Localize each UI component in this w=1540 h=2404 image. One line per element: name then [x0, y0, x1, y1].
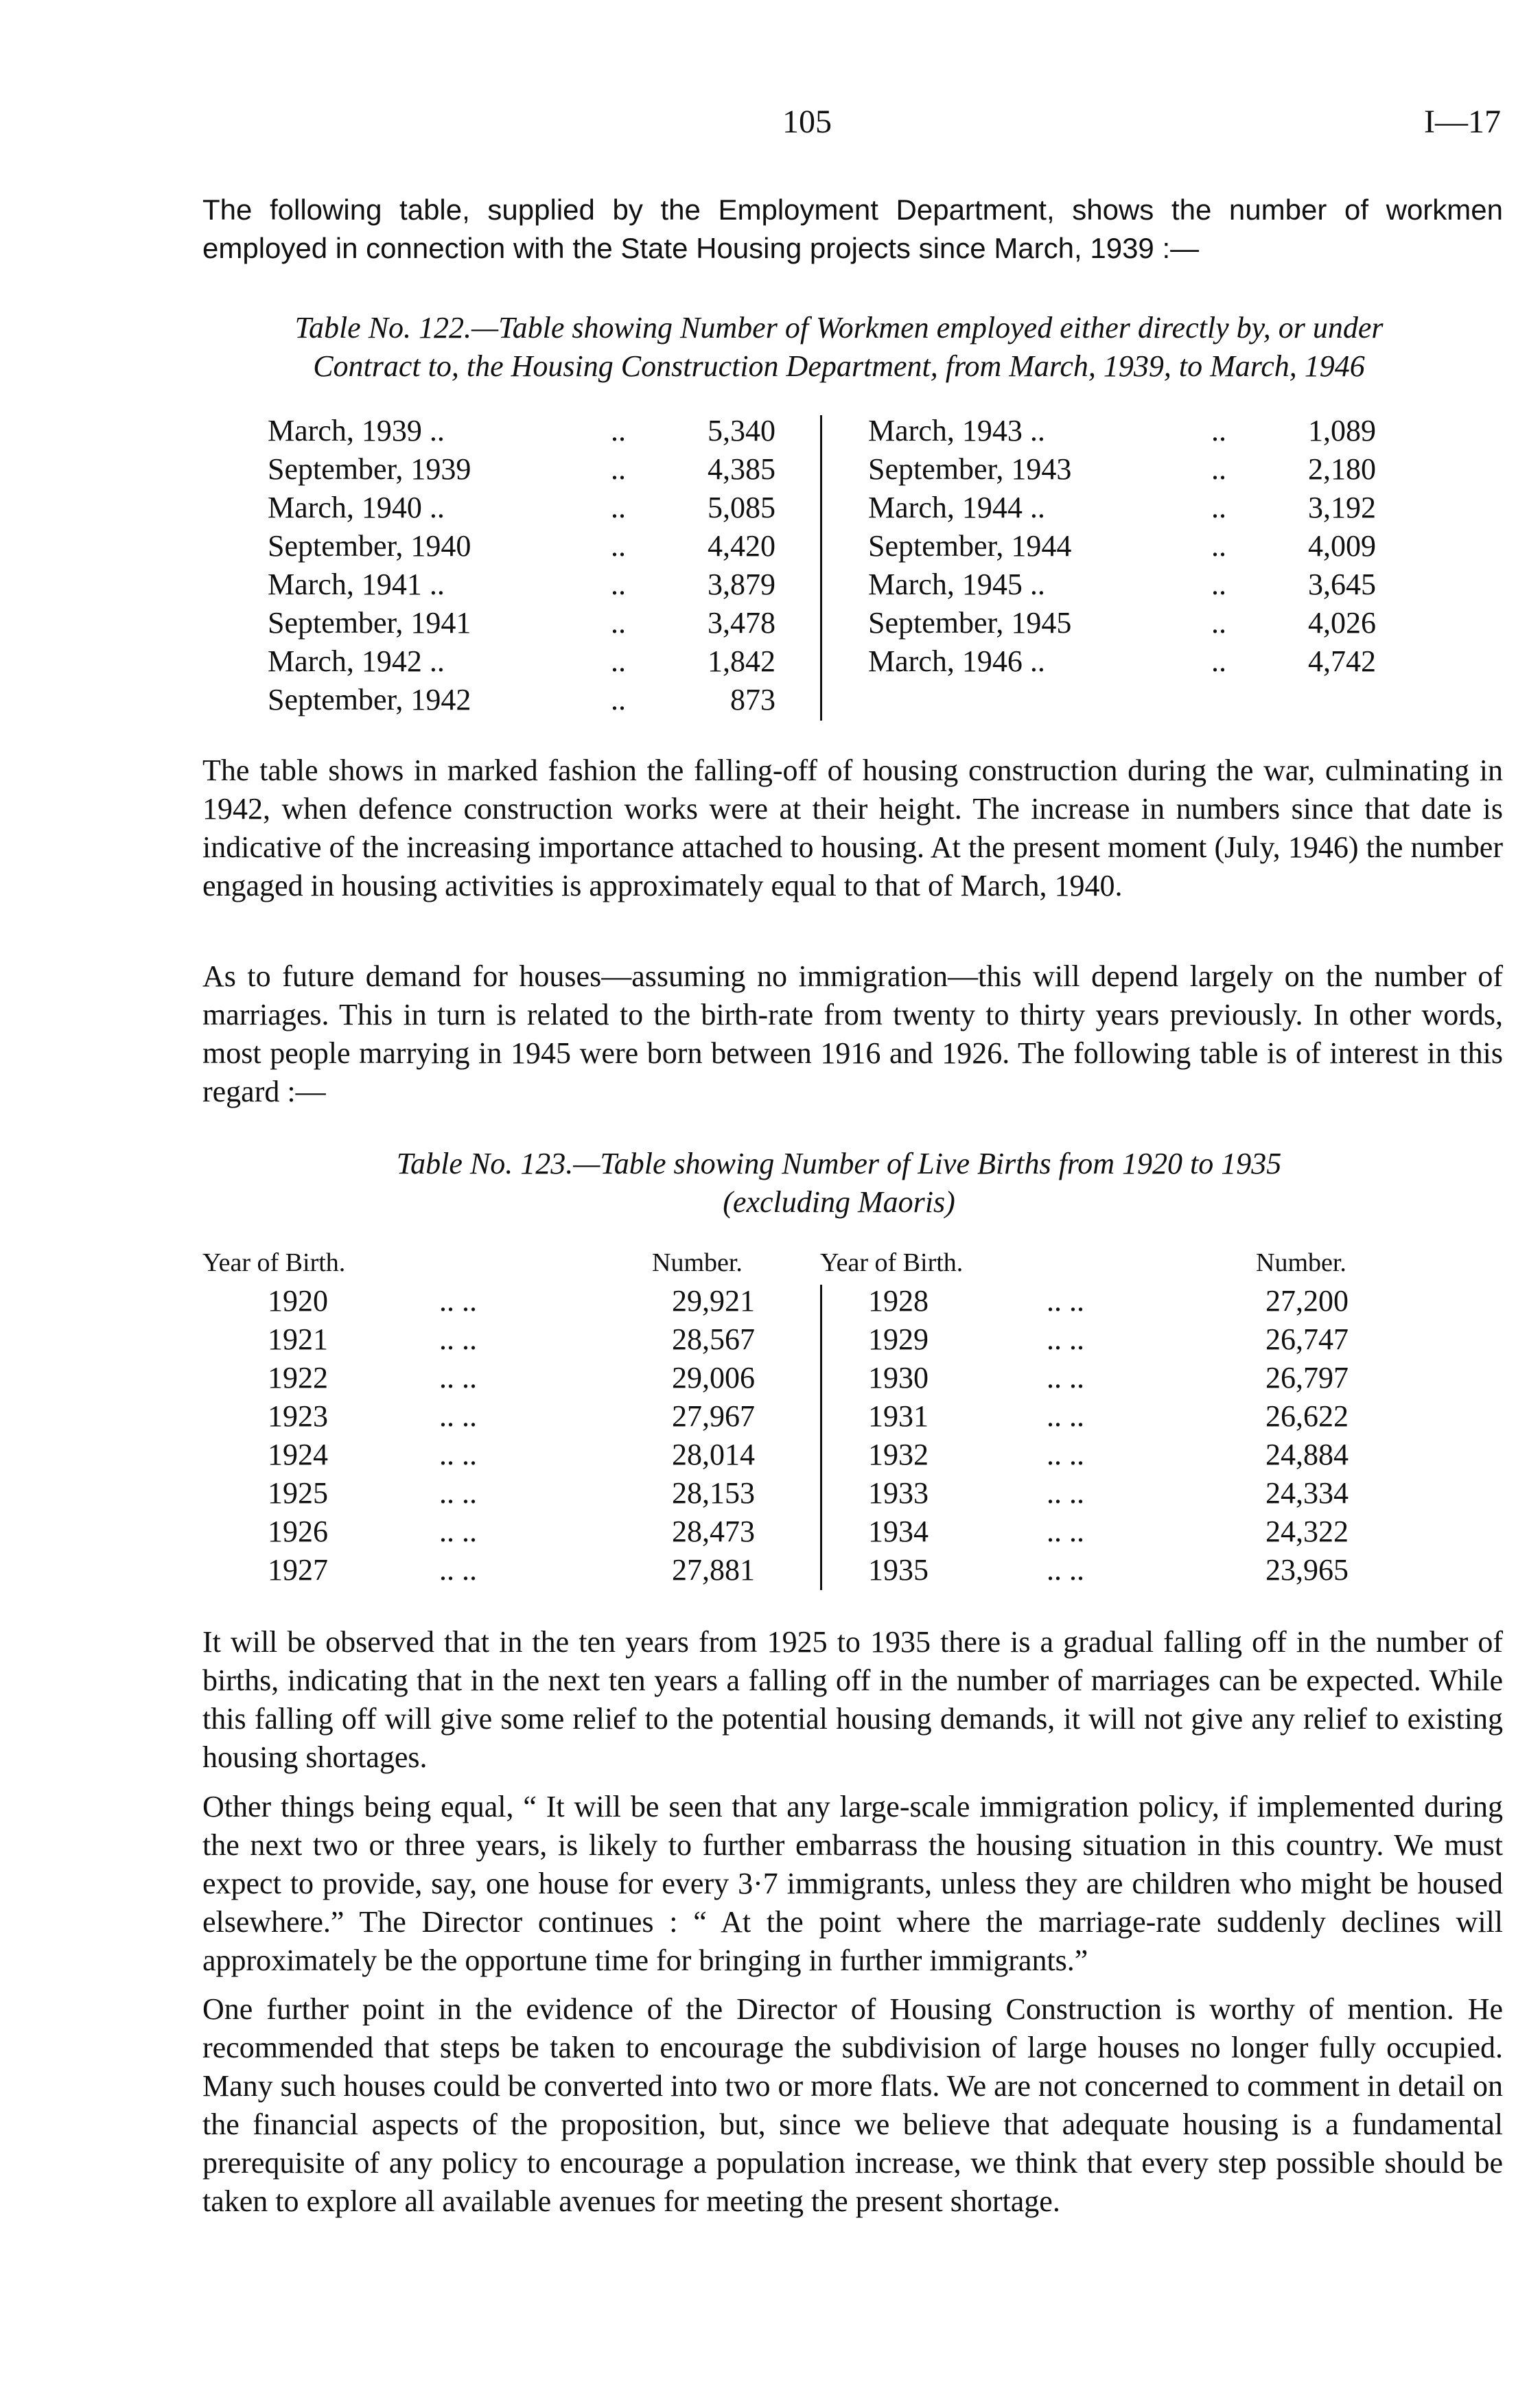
- table-row: [268, 604, 775, 642]
- table-row: [868, 1551, 1362, 1589]
- row-value: 3,192: [1308, 491, 1376, 524]
- table-row: [868, 642, 1376, 681]
- row-leader: ..: [611, 683, 626, 716]
- table-row: [868, 565, 1376, 604]
- row-leader: .. ..: [439, 1322, 477, 1356]
- row-value: 24,884: [1265, 1438, 1349, 1471]
- table-123-head-number-left: Number.: [652, 1248, 743, 1277]
- row-year: 1935: [868, 1553, 929, 1587]
- table-123-caption-line-2: (excluding Maoris): [723, 1185, 955, 1219]
- table-row: [268, 565, 775, 604]
- table-row: [868, 1436, 1362, 1474]
- row-leader: ..: [1211, 606, 1226, 640]
- row-year: 1929: [868, 1322, 929, 1356]
- row-value: 29,006: [672, 1361, 755, 1394]
- row-label: March, 1946 ..: [868, 644, 1045, 678]
- table-row: [868, 1359, 1362, 1397]
- row-year: 1921: [268, 1322, 328, 1356]
- table-row: [868, 1513, 1362, 1551]
- table-123-divider: [820, 1285, 822, 1590]
- row-value: 873: [730, 683, 775, 716]
- row-leader: ..: [611, 606, 626, 640]
- row-value: 24,334: [1265, 1476, 1349, 1510]
- table-123-head-year-right: Year of Birth.: [820, 1248, 964, 1277]
- intro-paragraph: The following table, supplied by the Employment Department, shows the number of workmen employed in connection with the State Housing projects since March, 1939 :—: [202, 194, 1503, 264]
- row-value: 26,747: [1265, 1322, 1349, 1356]
- row-label: March, 1939 ..: [268, 414, 445, 447]
- table-row: [268, 1320, 769, 1359]
- table-row: [868, 1320, 1362, 1359]
- row-value: 28,153: [672, 1476, 755, 1510]
- table-row: [268, 412, 775, 450]
- table-122-divider: [820, 415, 822, 721]
- table-row: [268, 1397, 769, 1436]
- row-leader: ..: [611, 452, 626, 486]
- table-row: [268, 681, 775, 719]
- row-label: September, 1941: [268, 606, 471, 640]
- table-123-head-number-right: Number.: [1256, 1248, 1346, 1277]
- row-year: 1930: [868, 1361, 929, 1394]
- row-value: 26,622: [1265, 1399, 1349, 1433]
- row-leader: .. ..: [1047, 1399, 1084, 1433]
- row-year: 1934: [868, 1515, 929, 1548]
- row-label: September, 1940: [268, 529, 471, 563]
- row-leader: ..: [1211, 529, 1226, 563]
- row-year: 1926: [268, 1515, 328, 1548]
- table-row: [868, 412, 1376, 450]
- row-value: 3,645: [1308, 568, 1376, 601]
- table-122-caption-line-1: Table No. 122.—Table showing Number of Workmen employed either directly by, or under: [294, 311, 1384, 345]
- row-leader: .. ..: [1047, 1322, 1084, 1356]
- row-value: 28,473: [672, 1515, 755, 1548]
- row-year: 1925: [268, 1476, 328, 1510]
- table-122-caption-line-2: Contract to, the Housing Construction Department, from March, 1939, to March, 1946: [313, 349, 1365, 383]
- row-leader: ..: [611, 491, 626, 524]
- table-row: [868, 1397, 1362, 1436]
- row-leader: .. ..: [439, 1553, 477, 1587]
- row-year: 1920: [268, 1284, 328, 1318]
- row-leader: .. ..: [1047, 1515, 1084, 1548]
- row-leader: .. ..: [439, 1284, 477, 1318]
- row-year: 1932: [868, 1438, 929, 1471]
- row-label: March, 1944 ..: [868, 491, 1045, 524]
- row-label: March, 1943 ..: [868, 414, 1045, 447]
- row-label: September, 1942: [268, 683, 471, 716]
- row-value: 4,742: [1308, 644, 1376, 678]
- table-row: [268, 450, 775, 489]
- row-leader: ..: [1211, 452, 1226, 486]
- table-row: [268, 1359, 769, 1397]
- table-row: [268, 1436, 769, 1474]
- table-123-right: [868, 1282, 1362, 1589]
- row-year: 1933: [868, 1476, 929, 1510]
- table-row: [868, 1282, 1362, 1320]
- row-year: 1924: [268, 1438, 328, 1471]
- row-value: 4,420: [708, 529, 775, 563]
- table-row: [868, 450, 1376, 489]
- row-value: 23,965: [1265, 1553, 1349, 1587]
- row-label: March, 1942 ..: [268, 644, 445, 678]
- table-row: [268, 1282, 769, 1320]
- row-label: March, 1945 ..: [868, 568, 1045, 601]
- row-year: 1927: [268, 1553, 328, 1587]
- table-122-left: [268, 412, 775, 719]
- row-label: March, 1941 ..: [268, 568, 445, 601]
- page-number: 105: [782, 104, 832, 140]
- row-leader: .. ..: [1047, 1284, 1084, 1318]
- table-row: [268, 1474, 769, 1513]
- row-value: 3,879: [708, 568, 775, 601]
- row-value: 1,089: [1308, 414, 1376, 447]
- row-label: September, 1939: [268, 452, 471, 486]
- row-value: 1,842: [708, 644, 775, 678]
- table-123-head-year-left: Year of Birth.: [202, 1248, 346, 1277]
- paragraph-births-decline: It will be observed that in the ten years from 1925 to 1935 there is a gradual falling off in the number of births, indicating that in the next ten years a falling off in the number of marriages can be expected. While this falling off will give some relief to the potential housing demands, it will not give any relief to existing housing shortages.: [202, 1625, 1503, 1774]
- row-value: 5,340: [708, 414, 775, 447]
- row-leader: .. ..: [439, 1515, 477, 1548]
- paragraph-future-demand: As to future demand for houses—assuming no immigration—this will depend largely on the number of marriages. This in turn is related to the birth-rate from twenty to thirty years previously. In other words, most people marrying in 1945 were born between 1916 and 1926. The following table is of interest in this regard :—: [202, 959, 1503, 1108]
- table-row: [868, 1474, 1362, 1513]
- row-leader: ..: [611, 568, 626, 601]
- table-122-right: [868, 412, 1376, 681]
- row-leader: .. ..: [1047, 1438, 1084, 1471]
- paragraph-immigration: Other things being equal, “ It will be seen that any large-scale immigration policy, if implemented during the next two or three years, is likely to further embarrass the housing situation in this country. We must expect to provide, say, one house for every 3·7 immigrants, unless they are children who might be housed elsewhere.” The Director continues : “ At the point where the marriage-rate suddenly declines will approximately be the opportune time for bringing in further immigrants.”: [202, 1790, 1503, 1977]
- paragraph-falling-off: The table shows in marked fashion the falling-off of housing construction during the war, culminating in 1942, when defence construction works were at their height. The increase in numbers since that date is indicative of the increasing importance attached to housing. At the present moment (July, 1946) the number engaged in housing activities is approximately equal to that of March, 1940.: [202, 754, 1503, 902]
- row-leader: ..: [611, 529, 626, 563]
- row-value: 4,009: [1308, 529, 1376, 563]
- table-123-left: [268, 1282, 769, 1589]
- row-value: 28,014: [672, 1438, 755, 1471]
- table-row: [268, 1513, 769, 1551]
- table-row: [868, 527, 1376, 565]
- row-leader: .. ..: [439, 1361, 477, 1394]
- row-leader: ..: [1211, 568, 1226, 601]
- row-value: 2,180: [1308, 452, 1376, 486]
- table-123-caption-line-1: Table No. 123.—Table showing Number of Live Births from 1920 to 1935: [396, 1147, 1282, 1180]
- row-leader: ..: [1211, 414, 1226, 447]
- row-leader: .. ..: [439, 1399, 477, 1433]
- row-label: September, 1945: [868, 606, 1072, 640]
- row-label: March, 1940 ..: [268, 491, 445, 524]
- row-value: 4,026: [1308, 606, 1376, 640]
- row-leader: .. ..: [439, 1476, 477, 1510]
- paragraph-subdivision: One further point in the evidence of the Director of Housing Construction is worthy of mention. He recommended that steps be taken to encourage the subdivision of large houses no longer fully occupied. Many such houses could be converted into two or more flats. We are not concerned to comment in detail on the financial aspects of the proposition, but, since we believe that adequate housing is a fundamental prerequisite of any policy to encourage a population increase, we think that every step possible should be taken to explore all available avenues for meeting the present shortage.: [202, 1992, 1503, 2218]
- row-value: 27,881: [672, 1553, 755, 1587]
- row-value: 28,567: [672, 1322, 755, 1356]
- table-row: [268, 642, 775, 681]
- row-year: 1922: [268, 1361, 328, 1394]
- table-row: [268, 489, 775, 527]
- row-year: 1928: [868, 1284, 929, 1318]
- table-row: [868, 604, 1376, 642]
- document-reference: I—17: [1424, 104, 1501, 140]
- row-label: September, 1943: [868, 452, 1072, 486]
- row-value: 26,797: [1265, 1361, 1349, 1394]
- row-leader: .. ..: [1047, 1476, 1084, 1510]
- table-row: [268, 1551, 769, 1589]
- row-leader: .. ..: [1047, 1553, 1084, 1587]
- row-value: 27,967: [672, 1399, 755, 1433]
- row-value: 27,200: [1265, 1284, 1349, 1318]
- table-row: [868, 489, 1376, 527]
- row-year: 1931: [868, 1399, 929, 1433]
- row-leader: ..: [611, 414, 626, 447]
- row-leader: ..: [1211, 644, 1226, 678]
- row-value: 29,921: [672, 1284, 755, 1318]
- table-row: [268, 527, 775, 565]
- row-leader: ..: [1211, 491, 1226, 524]
- row-value: 3,478: [708, 606, 775, 640]
- row-year: 1923: [268, 1399, 328, 1433]
- row-value: 24,322: [1265, 1515, 1349, 1548]
- row-label: September, 1944: [868, 529, 1072, 563]
- row-leader: .. ..: [1047, 1361, 1084, 1394]
- row-value: 5,085: [708, 491, 775, 524]
- row-value: 4,385: [708, 452, 775, 486]
- row-leader: .. ..: [439, 1438, 477, 1471]
- row-leader: ..: [611, 644, 626, 678]
